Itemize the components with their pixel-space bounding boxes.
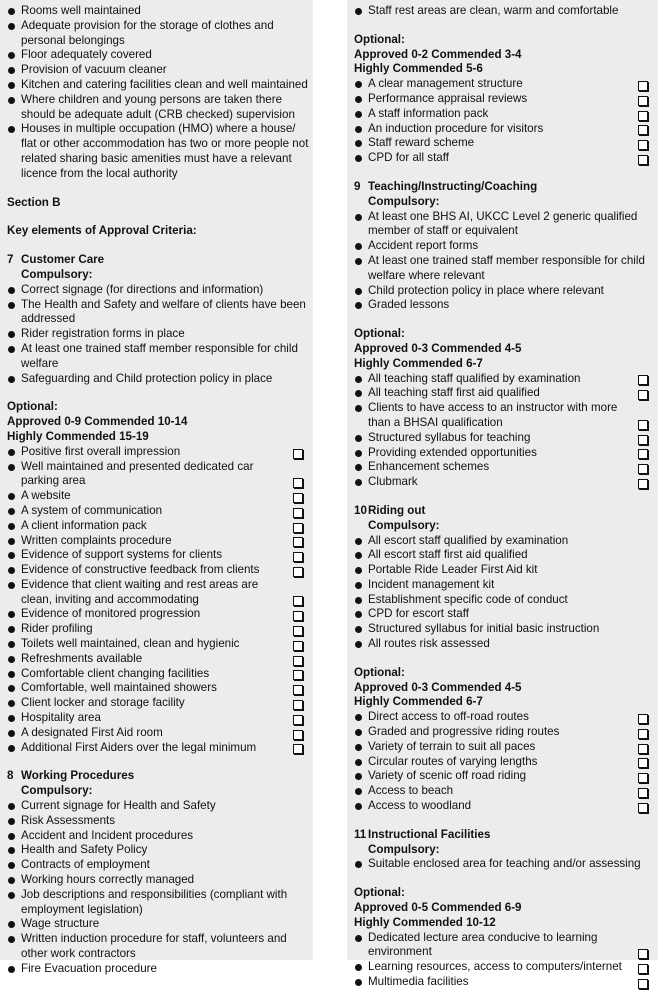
list-item — [7, 726, 313, 741]
checkbox-icon — [293, 567, 303, 577]
right-column — [347, 0, 658, 989]
list-item-text: At least one trained staff member responsible for child welfare where relevant — [368, 253, 645, 282]
approved-commended-scores: Approved 0-2 Commended 3-4 — [354, 47, 522, 61]
checkbox-icon — [638, 964, 648, 974]
checkbox-icon — [638, 803, 648, 813]
list-item — [354, 755, 658, 770]
list-item-text: Structured syllabus for teaching — [368, 430, 531, 444]
checkbox-icon — [293, 508, 303, 518]
list-item — [7, 283, 313, 298]
list-item — [7, 563, 313, 578]
list-item — [354, 254, 658, 284]
list-item — [354, 475, 658, 490]
list-item-text: Child protection policy in place where relevant — [368, 283, 604, 297]
list-item — [7, 829, 313, 844]
list-item-text: Comfortable, well maintained showers — [21, 681, 217, 695]
list-item — [7, 548, 313, 563]
list-item-text: Fire Evacuation procedure — [21, 961, 157, 975]
section-8-title: 8 Working Procedures — [7, 769, 135, 783]
compulsory-label: Compulsory: — [21, 784, 93, 798]
list-item-text: Written induction procedure for staff, volunteers and other work contractors — [21, 932, 287, 961]
approved-commended-scores: Approved 0-5 Commended 6-9 — [354, 901, 522, 915]
list-item — [7, 578, 313, 608]
list-item-text: Written complaints procedure — [21, 533, 172, 547]
s11-optional-list — [354, 931, 658, 990]
list-item-text: A client information pack — [21, 518, 147, 532]
list-item-text: Access to woodland — [368, 799, 472, 813]
list-item-text: Rider profiling — [21, 622, 93, 636]
list-item — [7, 298, 313, 328]
list-item-text: Positive first overall impression — [21, 444, 181, 458]
checkbox-icon — [638, 464, 648, 474]
list-item — [7, 534, 313, 549]
section-9-title: 9 Teaching/Instructing/Coaching — [354, 179, 538, 193]
list-item — [7, 917, 313, 932]
list-item-text: Providing extended opportunities — [368, 445, 537, 459]
list-item-text: Graded and progressive riding routes — [368, 725, 560, 739]
list-item — [354, 607, 658, 622]
list-item — [354, 931, 658, 961]
list-item-text: Performance appraisal reviews — [368, 91, 528, 105]
list-item-text: Evidence of monitored progression — [21, 607, 201, 621]
list-item-text: Floor adequately covered — [21, 48, 152, 62]
list-item-text: Staff rest areas are clean, warm and comfortable — [368, 4, 619, 17]
s10-compulsory-list — [354, 534, 658, 652]
list-item-text: Evidence of constructive feedback from clients — [21, 563, 260, 577]
checkbox-icon — [638, 479, 648, 489]
intro-bullet-list — [7, 4, 313, 182]
list-item-text: Learning resources, access to computers/internet — [368, 960, 622, 974]
list-item-text: At least one BHS AI, UKCC Level 2 generic qualified member of staff or equivalent — [368, 209, 638, 238]
section-11-instructional-facilities — [354, 828, 658, 990]
list-item — [7, 372, 313, 387]
highly-commended-score: Highly Commended 10-12 — [354, 915, 496, 929]
list-item-text: Staff reward scheme — [368, 136, 475, 150]
list-item-text: An induction procedure for visitors — [368, 121, 544, 135]
optional-label: Optional: — [354, 327, 405, 341]
checkbox-icon — [638, 758, 648, 768]
list-item — [7, 843, 313, 858]
list-item-text: Evidence that client waiting and rest areas are clean, inviting and accommodating — [21, 577, 259, 606]
checkbox-icon — [293, 596, 303, 606]
list-item — [7, 962, 313, 977]
list-item — [7, 607, 313, 622]
list-item — [7, 93, 313, 123]
section-8-working-procedures — [7, 769, 313, 976]
checkbox-icon — [293, 715, 303, 725]
s7-compulsory-list — [7, 283, 313, 387]
list-item — [7, 342, 313, 372]
section-10-riding-out — [354, 504, 658, 814]
list-item-text: Well maintained and presented dedicated car parking area — [21, 459, 254, 488]
checkbox-icon — [293, 626, 303, 636]
list-item — [7, 622, 313, 637]
list-item-text: Suitable enclosed area for teaching and/or assessing — [368, 857, 641, 871]
list-item — [354, 799, 658, 814]
compulsory-label: Compulsory: — [368, 842, 440, 856]
list-item-text: Adequate provision for the storage of clothes and personal belongings — [21, 18, 274, 47]
list-item-text: A staff information pack — [368, 106, 489, 120]
s8-compulsory-continued — [354, 4, 658, 19]
list-item-text: Portable Ride Leader First Aid kit — [368, 563, 538, 577]
highly-commended-score: Highly Commended 6-7 — [354, 695, 483, 709]
list-item — [354, 431, 658, 446]
checkbox-icon — [638, 155, 648, 165]
s8-optional-list — [354, 77, 658, 166]
list-item — [354, 784, 658, 799]
checkbox-icon — [638, 714, 648, 724]
checkbox-icon — [638, 949, 648, 959]
checkbox-icon — [638, 140, 648, 150]
compulsory-label: Compulsory: — [368, 194, 440, 208]
optional-label: Optional: — [354, 665, 405, 679]
list-item-text: Kitchen and catering facilities clean and well maintained — [21, 77, 308, 91]
list-item-text: Rooms well maintained — [21, 4, 141, 17]
list-item-text: Circular routes of varying lengths — [368, 754, 538, 768]
checkbox-icon — [638, 125, 648, 135]
list-item-text: Provision of vacuum cleaner — [21, 63, 167, 77]
s9-optional-list — [354, 372, 658, 490]
optional-label: Optional: — [7, 400, 58, 414]
list-item — [354, 372, 658, 387]
checkbox-icon — [293, 449, 303, 459]
list-item — [354, 548, 658, 563]
highly-commended-score: Highly Commended 5-6 — [354, 62, 483, 76]
list-item-text: Accident report forms — [368, 239, 479, 253]
list-item — [354, 298, 658, 313]
checkbox-icon — [293, 537, 303, 547]
list-item — [354, 92, 658, 107]
list-item — [354, 239, 658, 254]
section-11-title: 11 Instructional Facilities — [354, 827, 491, 841]
list-item-text: A clear management structure — [368, 77, 523, 91]
list-item — [354, 77, 658, 92]
list-item — [7, 4, 313, 19]
section-7-title: 7 Customer Care — [7, 253, 105, 267]
list-item — [7, 78, 313, 93]
checkbox-icon — [638, 390, 648, 400]
list-item-text: Incident management kit — [368, 577, 495, 591]
list-item — [354, 401, 658, 431]
highly-commended-score: Highly Commended 15-19 — [7, 429, 149, 443]
checkbox-icon — [638, 773, 648, 783]
compulsory-label: Compulsory: — [21, 267, 93, 281]
key-elements-heading: Key elements of Approval Criteria: — [7, 224, 197, 238]
checkbox-icon — [638, 979, 648, 989]
s11-compulsory-list — [354, 857, 658, 872]
list-item-text: Wage structure — [21, 917, 100, 931]
list-item-text: Current signage for Health and Safety — [21, 799, 216, 813]
list-item-text: Multimedia facilities — [368, 975, 469, 989]
section-10-title: 10Riding out — [354, 503, 426, 517]
section-b-heading: Section B — [7, 195, 61, 209]
list-item — [354, 460, 658, 475]
list-item — [7, 460, 313, 490]
list-item-text: Dedicated lecture area conducive to learning environment — [368, 930, 598, 959]
list-item — [354, 578, 658, 593]
checkbox-icon — [293, 685, 303, 695]
list-item — [354, 740, 658, 755]
list-item — [354, 960, 658, 975]
list-item — [7, 741, 313, 756]
list-item — [7, 932, 313, 962]
list-item — [7, 799, 313, 814]
approved-commended-scores: Approved 0-3 Commended 4-5 — [354, 341, 522, 355]
list-item-text: Client locker and storage facility — [21, 696, 185, 710]
checkbox-icon — [638, 729, 648, 739]
list-item-text: All teaching staff qualified by examination — [368, 371, 581, 385]
s10-optional-list — [354, 710, 658, 814]
list-item-text: Variety of terrain to suit all paces — [368, 739, 536, 753]
list-item-text: Evidence of support systems for clients — [21, 548, 223, 562]
checkbox-icon — [638, 96, 648, 106]
list-item-text: Accident and Incident procedures — [21, 828, 194, 842]
list-item — [7, 327, 313, 342]
list-item-text: Clients to have access to an instructor with more than a BHSAI qualification — [368, 401, 618, 429]
list-item-text: All escort staff qualified by examination — [368, 533, 569, 547]
list-item-text: All routes risk assessed — [368, 637, 490, 651]
list-item — [7, 519, 313, 534]
s8-compulsory-list — [7, 799, 313, 977]
list-item — [7, 63, 313, 78]
checkbox-icon — [638, 449, 648, 459]
list-item-text: Toilets well maintained, clean and hygienic — [21, 637, 240, 651]
list-item-text: Additional First Aiders over the legal minimum — [21, 740, 257, 754]
checkbox-icon — [293, 523, 303, 533]
checkbox-icon — [293, 478, 303, 488]
list-item-text: Establishment specific code of conduct — [368, 592, 568, 606]
list-item — [354, 534, 658, 549]
optional-label: Optional: — [354, 32, 405, 46]
list-item-text: All escort staff first aid qualified — [368, 548, 528, 562]
list-item-text: Contracts of employment — [21, 858, 150, 872]
s9-compulsory-list — [354, 210, 658, 314]
s7-optional-list — [7, 445, 313, 756]
list-item-text: Refreshments available — [21, 651, 143, 665]
checkbox-icon — [293, 730, 303, 740]
list-item — [354, 210, 658, 240]
list-item — [7, 489, 313, 504]
list-item — [354, 975, 658, 990]
list-item-text: CPD for all staff — [368, 151, 449, 165]
approved-commended-scores: Approved 0-3 Commended 4-5 — [354, 680, 522, 694]
list-item — [354, 769, 658, 784]
section-9-teaching — [354, 180, 658, 490]
list-item-text: A website — [21, 489, 71, 503]
list-item — [354, 593, 658, 608]
list-item — [354, 4, 658, 19]
optional-label: Optional: — [354, 886, 405, 900]
section-7-customer-care — [7, 253, 313, 755]
list-item — [7, 504, 313, 519]
list-item — [7, 873, 313, 888]
list-item — [7, 637, 313, 652]
approved-commended-scores: Approved 0-9 Commended 10-14 — [7, 415, 188, 429]
list-item-text: Clubmark — [368, 475, 418, 489]
list-item — [354, 122, 658, 137]
list-item — [7, 711, 313, 726]
list-item — [354, 136, 658, 151]
checkbox-icon — [638, 81, 648, 91]
checkbox-icon — [293, 744, 303, 754]
list-item — [354, 107, 658, 122]
checkbox-icon — [638, 375, 648, 385]
checkbox-icon — [638, 744, 648, 754]
list-item-text: Where children and young persons are taken there should be adequate adult (CRB checked) supervision — [21, 92, 295, 121]
list-item-text: A system of communication — [21, 503, 163, 517]
list-item — [7, 814, 313, 829]
checkbox-icon — [293, 611, 303, 621]
list-item-text: Direct access to off-road routes — [368, 710, 529, 724]
checkbox-icon — [638, 435, 648, 445]
list-item — [354, 857, 658, 872]
list-item — [7, 888, 313, 918]
list-item — [354, 151, 658, 166]
list-item-text: CPD for escort staff — [368, 607, 469, 621]
compulsory-label: Compulsory: — [368, 518, 440, 532]
list-item — [354, 637, 658, 652]
list-item-text: Comfortable client changing facilities — [21, 666, 210, 680]
left-column — [0, 0, 313, 975]
list-item — [354, 563, 658, 578]
list-item-text: Safeguarding and Child protection policy in place — [21, 371, 273, 385]
list-item-text: At least one trained staff member responsible for child welfare — [21, 341, 298, 370]
list-item-text: Health and Safety Policy — [21, 843, 148, 857]
list-item — [7, 858, 313, 873]
checkbox-icon — [638, 788, 648, 798]
checkbox-icon — [293, 700, 303, 710]
list-item-text: Graded lessons — [368, 298, 450, 312]
list-item — [7, 445, 313, 460]
list-item — [354, 284, 658, 299]
list-item-text: Job descriptions and responsibilities (compliant with employment legislation) — [21, 887, 288, 916]
list-item — [354, 622, 658, 637]
checkbox-icon — [638, 111, 648, 121]
list-item — [7, 652, 313, 667]
list-item — [7, 667, 313, 682]
list-item — [7, 19, 313, 49]
list-item-text: Working hours correctly managed — [21, 873, 195, 887]
checkbox-icon — [293, 641, 303, 651]
list-item — [7, 696, 313, 711]
list-item-text: A designated First Aid room — [21, 725, 163, 739]
list-item-text: Risk Assessments — [21, 813, 116, 827]
checkbox-icon — [293, 552, 303, 562]
list-item-text: Rider registration forms in place — [21, 327, 185, 341]
list-item-text: Enhancement schemes — [368, 460, 490, 474]
list-item-text: Correct signage (for directions and information) — [21, 282, 264, 296]
list-item — [7, 48, 313, 63]
list-item — [354, 725, 658, 740]
checkbox-icon — [293, 670, 303, 680]
list-item — [7, 122, 313, 181]
list-item — [354, 386, 658, 401]
highly-commended-score: Highly Commended 6-7 — [354, 356, 483, 370]
list-item-text: Houses in multiple occupation (HMO) where a house/ flat or other accommodation has two or more people not related sharing basic amenities must have a relevant licence from the local authority — [21, 122, 309, 180]
checkbox-icon — [293, 493, 303, 503]
checkbox-icon — [293, 656, 303, 666]
list-item-text: The Health and Safety and welfare of clients have been addressed — [21, 297, 306, 326]
list-item-text: All teaching staff first aid qualified — [368, 386, 540, 400]
list-item — [354, 446, 658, 461]
list-item — [354, 710, 658, 725]
list-item-text: Access to beach — [368, 784, 454, 798]
list-item-text: Structured syllabus for initial basic instruction — [368, 622, 600, 636]
list-item-text: Variety of scenic off road riding — [368, 769, 527, 783]
checkbox-icon — [638, 420, 648, 430]
list-item-text: Hospitality area — [21, 711, 101, 725]
list-item — [7, 681, 313, 696]
